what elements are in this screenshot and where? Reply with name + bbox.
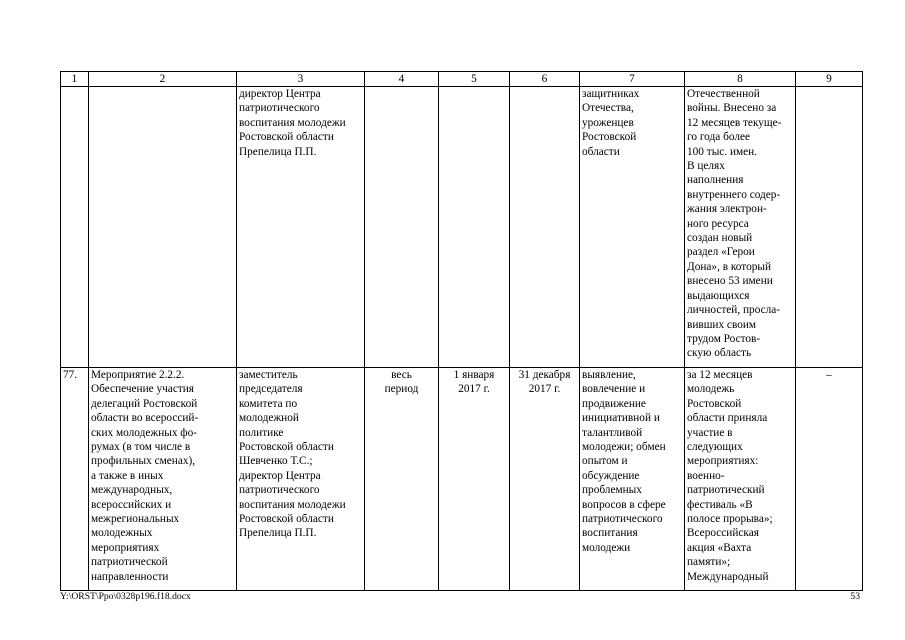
cell-expected-result: защитниках Отечества, уроженцев Ростовской области	[580, 87, 685, 368]
header-cell-3: 3	[237, 72, 365, 87]
cell-notes	[796, 87, 863, 368]
cell-end-date: 31 декабря 2017 г.	[510, 368, 580, 591]
header-cell-2: 2	[89, 72, 237, 87]
cell-expected-result: выявление, вовлечение и продвижение инициативной и талантливой молодежи; обмен опытом и обсуждение проблемных вопросов в сфере патриотического воспитания молодежи	[580, 368, 685, 591]
cell-activity: Мероприятие 2.2.2. Обеспечение участия делегаций Ростовской области во всероссий- ских молодежных фо- румах (в том числе в профильных сменах), а также в иных международных, всероссийских и межрегиональных молодежных мероприятиях патриотической направленности	[89, 368, 237, 591]
cell-start-date: 1 января 2017 г.	[439, 368, 510, 591]
header-cell-9: 9	[796, 72, 863, 87]
header-cell-7: 7	[580, 72, 685, 87]
cell-actual-result: за 12 месяцев молодежь Ростовской области приняла участие в следующих мероприятиях: военно- патриотический фестиваль «В полосе прорыва»; Всероссийская акция «Вахта памяти»; Международный	[685, 368, 796, 591]
cell-number	[61, 87, 89, 368]
cell-period: весь период	[365, 368, 439, 591]
table-row-continued	[61, 87, 863, 368]
cell-actual-result: Отечественной войны. Внесено за 12 месяцев текуще- го года более 100 тыс. имен. В целях наполнения внутреннего содер- жания электрон- ного ресурса создан новый раздел «Герои Дона», в который внесено 53 имени выдающихся личностей, просла- вивших своим трудом Ростов- скую область	[685, 87, 796, 368]
table-row-77	[61, 368, 863, 591]
header-cell-4: 4	[365, 72, 439, 87]
cell-responsible: директор Центра патриотического воспитания молодежи Ростовской области Препелица П.П.	[237, 87, 365, 368]
plan-table	[60, 71, 863, 591]
header-cell-8: 8	[685, 72, 796, 87]
cell-period	[365, 87, 439, 368]
cell-notes: –	[796, 368, 863, 591]
cell-number: 77.	[61, 368, 89, 591]
header-cell-6: 6	[510, 72, 580, 87]
cell-end-date	[510, 87, 580, 368]
footer-file-path: Y:\ORST\Ppo\0328p196.f18.docx	[60, 591, 191, 602]
cell-responsible: заместитель председателя комитета по молодежной политике Ростовской области Шевченко Т.С.; директор Центра патриотического воспитания молодежи Ростовской области Препелица П.П.	[237, 368, 365, 591]
header-row	[61, 72, 863, 87]
cell-start-date	[439, 87, 510, 368]
cell-activity	[89, 87, 237, 368]
footer-page-number: 53	[850, 591, 860, 602]
header-cell-1: 1	[61, 72, 89, 87]
header-cell-5: 5	[439, 72, 510, 87]
